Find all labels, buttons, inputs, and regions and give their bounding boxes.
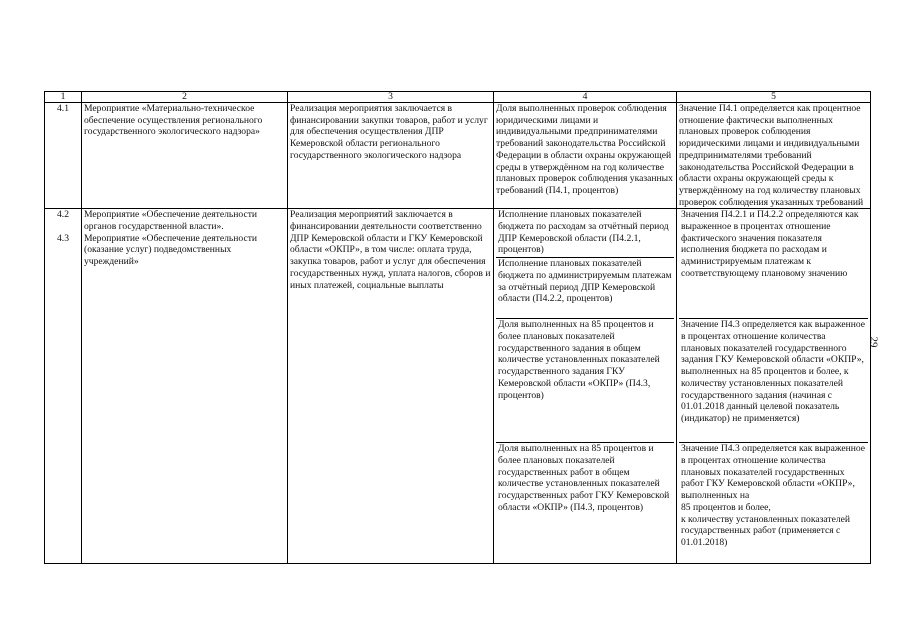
methods-cell [677,209,871,564]
page-number: 29 [867,336,880,348]
indicator-name: Доля выполненных на 85 процентов и более плановых показателей государственных работ в общем количестве установленных показателей государственных работ ГКУ Кемеровской области «ОКПР» (П4.3, процентов) [496,442,674,563]
header-col-4: 4 [494,92,677,103]
indicator-name: Исполнение плановых показателей бюджета по администрируемым платежам за отчётный период ДПР Кемеровской области (П4.2.2, процентов) [496,257,674,318]
indicator-name: Доля выполненных на 85 процентов и более плановых показателей государственного задания в общем количестве установленных показателей государственного задания ГКУ Кемеровской области «ОКПР» (П4.3, процентов) [496,318,674,442]
header-col-2: 2 [82,92,288,103]
row-numbers [45,209,82,564]
header-row [45,92,871,103]
table-row [45,103,871,209]
row-number: 4.2 [57,209,69,221]
calculation-method [679,442,868,563]
measure-name: Мероприятие «Материально-техническое обеспечение осуществления регионального государственного экологического надзора» [82,103,288,209]
table-row [45,209,871,564]
calculation-method: Значение П4.3 определяется как выраженное в процентах отношение количества плановых показателей государственного задания ГКУ Кемеровской области «ОКПР», выполненных на 85 процентов и более, к количеству установленных показателей государственного задания (начиная с 01.01.2018 данный целевой показатель (индикатор) не применяется) [679,318,868,442]
method-text: 85 процентов и более, [681,501,771,513]
indicators-cell [494,209,677,564]
header-col-1: 1 [45,92,82,103]
calculation-method: Значение П4.1 определяется как процентное отношение фактически выполненных плановых проверок соблюдения юридическими лицами и индивидуальными предпринимателями требований законодательства Российской Федерации в области охраны окружающей среды к утверждённому на год количеству плановых проверок соблюдения указанных требований [677,103,871,209]
row-number: 4.1 [45,103,82,209]
measure-name: Мероприятие «Обеспечение деятельности органов государственной власти». [84,209,258,233]
indicator-name: Доля выполненных проверок соблюдения юридическими лицами и индивидуальными предпринимателями требований законодательства Российской Федерации в области охраны окружающей среды в утверждённом на год количестве плановых проверок соблюдения указанных требований (П4.1, процентов) [494,103,677,209]
calculation-method: Значения П4.2.1 и П4.2.2 определяются как выраженное в процентах отношение фактического значения показателя исполнения бюджета по расходам и администрируемым платежам к соответствующему плановому значению [681,209,859,279]
measure-description: Реализация мероприятий заключается в финансировании деятельности соответственно ДПР Кемеровской области и ГКУ Кемеровской области «ОКПР», в том числе: оплата труда, закупка товаров, работ и услуг для обеспечения государственных нужд, уплата налогов, сборов и иных платежей, социальные выплаты [288,209,494,564]
method-text: к количеству установленных показателей государственных работ (применяется с 01.01.2018) [681,513,851,548]
header-col-3: 3 [288,92,494,103]
measure-description: Реализация мероприятия заключается в финансировании закупки товаров, работ и услуг для обеспечения осуществления ДПР Кемеровской области регионального государственного экологического надзора [288,103,494,209]
measure-name: Мероприятие «Обеспечение деятельности (оказание услуг) подведомственных учреждений» [84,232,258,268]
method-text: Значение П4.3 определяется как выраженное в процентах отношение количества плановых показателей государственных работ ГКУ Кемеровской области «ОКПР», выполненных на [681,443,866,502]
measure-names [82,209,288,564]
row-number: 4.3 [57,232,69,244]
indicator-name: Исполнение плановых показателей бюджета по расходам за отчётный период ДПР Кемеровской области (П4.2.1, процентов) [498,209,669,256]
measures-table [44,91,871,564]
header-col-5: 5 [677,92,871,103]
